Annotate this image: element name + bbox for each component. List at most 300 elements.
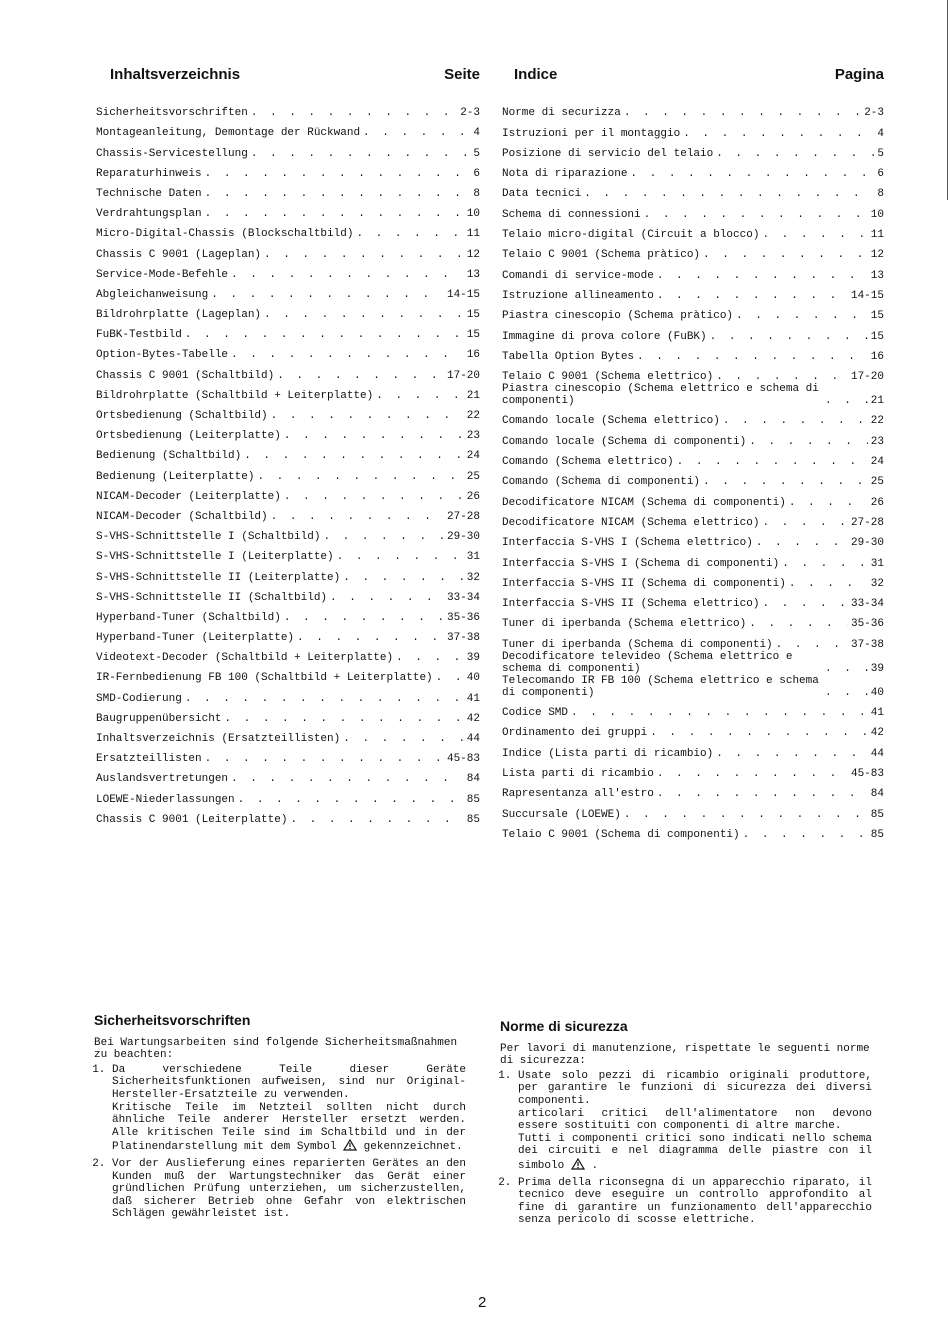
toc-italian-entry: [502, 549, 884, 569]
toc-german-entry: [96, 503, 480, 523]
toc-italian-entry-page: 6: [877, 168, 884, 181]
toc-italian-entry-title: Schema di connessioni: [502, 208, 641, 221]
toc-german-entry: [96, 563, 480, 583]
toc-german-entry: [96, 160, 480, 180]
toc-german-entry-title: Chassis-Servicestellung: [96, 147, 248, 160]
toc-italian-entry-page: 21: [870, 395, 884, 408]
toc-italian-entry-title: Comando locale (Schema di componenti): [502, 435, 747, 448]
toc-german-entry-title: S-VHS-Schnittstelle I (Leiterplatte): [96, 551, 334, 564]
toc-german-entry-title: Chassis C 9001 (Schaltbild): [96, 369, 275, 382]
toc-german-entry: [96, 240, 480, 260]
toc-italian-entry: [502, 780, 884, 800]
toc-german-header: [96, 66, 480, 83]
toc-italian-entry: [502, 739, 884, 759]
toc-italian-entry: [502, 719, 884, 739]
toc-german-entry-page: 6: [473, 167, 480, 180]
toc-italian-entry-leader: [650, 727, 868, 739]
toc-italian-entry: [502, 800, 884, 820]
toc-german-entry-leader: [185, 329, 464, 341]
toc-german-entry-title: S-VHS-Schnittstelle II (Leiterplatte): [96, 571, 341, 584]
toc-german-entry: [96, 281, 480, 301]
toc-italian-entry-title: Telecomando IR FB 100 (Schema elettrico e schema di componenti): [502, 674, 819, 699]
toc-italian-entry-leader: [657, 270, 868, 282]
toc-german-entry-page: 41: [466, 692, 480, 705]
toc-italian-entry: [502, 119, 884, 139]
toc-italian-entry-page: 14-15: [850, 289, 884, 302]
toc-italian-entry-page: 26: [870, 496, 884, 509]
toc-italian-entry-leader: [710, 331, 868, 343]
toc-german-entry-leader: [284, 430, 464, 442]
toc-italian-entry-title: Data tecnici: [502, 188, 582, 201]
toc-german-entry: [96, 261, 480, 281]
toc-italian-entry-page: 24: [870, 456, 884, 469]
toc-italian-entry-page: 37-38: [850, 638, 884, 651]
toc-german-entry-title: Verdrahtungsplan: [96, 208, 202, 221]
toc-german-entry: [96, 664, 480, 684]
toc-german-entry: [96, 99, 480, 119]
toc-german-entry-page: 44: [466, 733, 480, 745]
safety-italian-list: [500, 1070, 872, 1227]
toc-german-entry-title: NICAM-Decoder (Schaltbild): [96, 510, 268, 523]
toc-italian-entry-title: Lista parti di ricambio: [502, 767, 654, 780]
toc-german-entry: [96, 705, 480, 725]
toc-german-entry-page: 12: [466, 248, 480, 261]
toc-italian-entry: [502, 261, 884, 281]
toc-german-entry-title: SMD-Codierung: [96, 692, 182, 705]
toc-german-entry-leader: [284, 491, 464, 503]
toc-german-entry-page: 27-28: [446, 510, 480, 523]
toc-italian-entry: [502, 383, 884, 407]
toc-german-entry-page: 11: [466, 228, 480, 241]
toc-italian-entry: [502, 448, 884, 468]
toc-german-entry-leader: [264, 309, 464, 321]
toc-german-entry-leader: [231, 269, 464, 281]
toc-german-entry-leader: [363, 127, 470, 139]
toc-italian-entry-leader: [825, 395, 868, 407]
toc-italian-entry-title: Tabella Option Bytes: [502, 350, 635, 363]
toc-german-entry-title: Ortsbedienung (Leiterplatte): [96, 430, 281, 443]
toc-german-list: [96, 99, 480, 826]
toc-italian-entry: [502, 427, 884, 447]
toc-german-entry-page: 37-38: [446, 632, 480, 645]
toc-german-entry-leader: [251, 107, 457, 119]
toc-italian-entry: [502, 343, 884, 363]
toc-german-entry-page: 15: [466, 329, 480, 342]
toc-german-entry: [96, 584, 480, 604]
toc-italian-entry: [502, 160, 884, 180]
toc-italian-entry-page: 42: [870, 727, 884, 740]
toc-italian-entry-page: 84: [870, 788, 884, 801]
toc-german-entry-title: Auslandsvertretungen: [96, 773, 229, 786]
toc-german-entry-page: 17-20: [446, 369, 480, 382]
toc-italian-entry-title: Interfaccia S-VHS II (Schema di componenti): [502, 577, 786, 590]
toc-german-entry-title: LOEWE-Niederlassungen: [96, 793, 235, 806]
toc-italian-entry-page: 11: [870, 229, 884, 242]
warning-triangle-icon: [571, 1158, 585, 1170]
toc-italian-title: Indice: [514, 66, 558, 83]
warning-triangle-icon: [343, 1139, 357, 1151]
toc-german-entry-title: Montageanleitung, Demontage der Rückwand: [96, 127, 361, 140]
toc-german-entry: [96, 806, 480, 826]
toc-italian-entry-page: 16: [870, 350, 884, 363]
toc-german-entry-page: 21: [466, 389, 480, 402]
toc-italian-entry-page: 13: [870, 269, 884, 282]
toc-german-entry-title: Videotext-Decoder (Schaltbild + Leiterplatte): [96, 652, 394, 665]
toc-italian-list: [502, 99, 884, 841]
toc-italian-entry-title: Piastra cinescopio (Schema pràtico): [502, 310, 734, 323]
toc-german-entry: [96, 684, 480, 704]
toc-german-entry-leader: [251, 148, 471, 160]
toc-italian-entry-leader: [644, 209, 868, 221]
safety-italian-item-1b: articolari critici dell'alimentatore non devono essere sostituiti con componenti di altre marche.: [518, 1107, 872, 1133]
toc-german-entry-leader: [231, 773, 464, 785]
toc-italian-entry-page: 10: [870, 208, 884, 221]
toc-german-entry-page: 25: [466, 470, 480, 483]
toc-italian-entry-title: Succursale (LOEWE): [502, 808, 621, 821]
toc-german-entry-leader: [205, 208, 464, 220]
toc-italian-entry-leader: [624, 809, 868, 821]
toc-german-entry-title: Bedienung (Schaltbild): [96, 450, 242, 463]
toc-italian-entry-page: 31: [870, 557, 884, 570]
safety-german: [94, 1014, 466, 1225]
toc-german-entry-title: IR-Fernbedienung FB 100 (Schaltbild + Leiterplatte): [96, 672, 433, 685]
toc-german-entry-page: 8: [473, 187, 480, 200]
toc-italian-entry-leader: [657, 788, 868, 800]
toc-german-entry-leader: [224, 713, 463, 725]
safety-italian-item-1c: [518, 1133, 872, 1173]
toc-italian-entry-title: Telaio C 9001 (Schema di componenti): [502, 828, 740, 841]
toc-italian-entry-title: Ordinamento dei gruppi: [502, 727, 648, 740]
toc-italian-entry-title: Interfaccia S-VHS I (Schema elettrico): [502, 537, 753, 550]
toc-italian-entry-page: 23: [870, 435, 884, 448]
toc-italian-entry: [502, 200, 884, 220]
toc-italian-entry: [502, 570, 884, 590]
toc-italian-entry-leader: [716, 748, 868, 760]
toc-italian-entry-leader: [624, 107, 861, 119]
toc-german-entry: [96, 200, 480, 220]
toc-german-entry-leader: [343, 572, 464, 584]
safety-german-item-1: [112, 1064, 466, 1154]
toc-italian-entry-leader: [825, 687, 868, 699]
safety-italian-item-1c-text: Tutti i componenti critici sono indicati nello schema dei circuiti e nel diagramma delle piastre con il simbolo: [518, 1132, 872, 1172]
toc-german-entry-page: 5: [473, 147, 480, 160]
toc-italian-entry: [502, 407, 884, 427]
safety-german-intro: Bei Wartungsarbeiten sind folgende Sicherheitsmaßnahmen zu beachten:: [94, 1036, 458, 1062]
toc-italian-entry: [502, 675, 884, 699]
toc-italian-entry-leader: [637, 351, 868, 363]
toc-german-page-label: Seite: [444, 66, 480, 83]
safety-italian: [500, 1020, 872, 1231]
toc-italian-entry: [502, 610, 884, 630]
toc-german-entry-leader: [244, 450, 464, 462]
toc-german-entry-page: 2-3: [460, 107, 480, 120]
toc-german-entry-title: Option-Bytes-Tabelle: [96, 349, 229, 362]
toc-italian-entry-page: 2-3: [864, 107, 884, 120]
toc-italian-entry-leader: [789, 497, 868, 509]
toc-german-entry-leader: [205, 188, 471, 200]
toc-german-entry: [96, 139, 480, 159]
toc-italian-entry-leader: [756, 537, 848, 549]
toc-italian-entry: [502, 529, 884, 549]
toc-german-entry-page: 40: [466, 672, 480, 685]
toc-german-entry: [96, 321, 480, 341]
toc-german-entry-leader: [211, 289, 444, 301]
toc-german-entry: [96, 745, 480, 765]
toc-german-entry-page: 13: [466, 268, 480, 281]
toc-italian-entry: [502, 180, 884, 200]
toc-german-entry: [96, 765, 480, 785]
toc-german-entry: [96, 119, 480, 139]
toc-italian-entry-title: Interfaccia S-VHS II (Schema elettrico): [502, 598, 760, 611]
toc-italian-entry: [502, 302, 884, 322]
toc-italian-entry: [502, 363, 884, 383]
toc-german-entry-leader: [231, 349, 464, 361]
toc-german-entry-leader: [436, 672, 464, 684]
safety-german-item-1a: 1. Da verschiedene Teile dieser Geräte Sicherheitsfunktionen aufweisen, sind nur Original-Hersteller-Ersatzteile zu verwenden.: [112, 1063, 466, 1101]
toc-german-entry-leader: [376, 390, 464, 402]
toc-italian-entry-leader: [776, 639, 848, 651]
safety-german-list: [94, 1064, 466, 1221]
toc-italian-entry-page: 22: [870, 415, 884, 428]
safety-italian-item-2: 2. Prima della riconsegna di un apparecchio riparato, il tecnico deve eseguire un controllo approfondito al fine di garantire un funzionamento dell'apparecchio senza pericolo di scosse elettriche.: [518, 1177, 872, 1227]
toc-german-title: Inhaltsverzeichnis: [110, 66, 241, 83]
toc-italian-entry-page: 85: [870, 828, 884, 841]
toc-italian-entry-title: Telaio micro-digital (Circuit a blocco): [502, 229, 760, 242]
toc-german-entry-page: 23: [466, 430, 480, 443]
toc-german-entry-leader: [277, 370, 444, 382]
toc-italian-entry-leader: [657, 290, 848, 302]
toc-german-entry-leader: [343, 733, 464, 745]
toc-italian-entry-leader: [677, 456, 868, 468]
toc-italian-entry: [502, 140, 884, 160]
toc-german-entry: [96, 180, 480, 200]
toc-german-entry-page: 39: [466, 652, 480, 665]
toc-italian-entry-title: Posizione di servicio del telaio: [502, 147, 714, 160]
toc-german-entry-leader: [264, 249, 464, 261]
toc-german-entry-title: S-VHS-Schnittstelle I (Schaltbild): [96, 531, 321, 544]
toc-italian-entry-leader: [683, 128, 874, 140]
safety-german-item-2: 2. Vor der Auslieferung eines reparierten Gerätes an den Kunden muß der Wartungstechniker das Gerät einer gründlichen Prüfung unterziehen, um sicherzustellen, daß sicherer Betrieb ohne Gefahr von elektrischen Schlägen gewährleistet ist.: [112, 1158, 466, 1221]
safety-german-title: Sicherheitsvorschriften: [94, 1012, 251, 1028]
toc-italian-entry-leader: [762, 598, 848, 610]
toc-german-entry: [96, 725, 480, 745]
toc-italian-entry: [502, 630, 884, 650]
toc-italian-entry-page: 44: [870, 747, 884, 760]
toc-german-entry-page: 42: [466, 712, 480, 725]
toc-italian-entry-title: Tuner di iperbanda (Schema di componenti): [502, 638, 773, 651]
toc-italian-entry-page: 15: [870, 330, 884, 343]
toc-german-entry: [96, 624, 480, 644]
toc-german-entry-title: Bedienung (Leiterplatte): [96, 470, 255, 483]
toc-italian-entry-page: 32: [870, 577, 884, 590]
toc-italian-entry-page: 12: [870, 249, 884, 262]
toc-italian-entry-leader: [571, 707, 868, 719]
toc-italian-entry-title: Decodificatore NICAM (Schema elettrico): [502, 516, 760, 529]
toc-german-entry: [96, 483, 480, 503]
toc-german-entry-title: Reparaturhinweis: [96, 167, 202, 180]
toc-italian-entry-title: Decodificatore NICAM (Schema di componenti): [502, 496, 786, 509]
toc-italian-entry-leader: [716, 148, 874, 160]
toc-german-entry-leader: [323, 531, 444, 543]
toc-german-entry-page: 4: [473, 127, 480, 140]
toc-german-entry-leader: [257, 471, 463, 483]
page-number: 2: [478, 1294, 487, 1311]
toc-italian-entry-page: 45-83: [850, 767, 884, 780]
toc-german-entry-title: Inhaltsverzeichnis (Ersatzteillisten): [96, 733, 341, 745]
toc-german-entry-leader: [271, 511, 444, 523]
toc-german-entry-page: 29-30: [446, 531, 480, 544]
toc-german-entry-page: 24: [466, 450, 480, 463]
toc-german-entry-leader: [290, 814, 463, 826]
toc-italian-entry-leader: [630, 168, 874, 180]
toc-german-entry-leader: [271, 410, 464, 422]
toc-german-entry-leader: [297, 632, 444, 644]
toc-german-entry-title: Hyperband-Tuner (Leiterplatte): [96, 632, 295, 645]
toc-german-entry-leader: [337, 551, 464, 563]
toc-german-entry-title: Abgleichanweisung: [96, 288, 209, 301]
toc-german-entry-page: 35-36: [446, 611, 480, 624]
toc-german-entry-title: FuBK-Testbild: [96, 329, 182, 342]
toc-german-entry: [96, 220, 480, 240]
toc-german-entry-page: 85: [466, 813, 480, 826]
toc-italian-entry-leader: [723, 415, 868, 427]
toc-italian-entry: [502, 590, 884, 610]
toc-italian-entry-leader: [762, 229, 867, 241]
toc-italian-entry-title: Immagine di prova colore (FuBK): [502, 330, 707, 343]
toc-italian-entry: [502, 760, 884, 780]
toc-italian-entry-page: 8: [877, 188, 884, 201]
toc-german-entry-title: Ersatzteillisten: [96, 753, 202, 766]
toc-german-entry-leader: [330, 592, 444, 604]
toc-italian-entry: [502, 221, 884, 241]
toc-italian-entry-leader: [782, 558, 868, 570]
toc-german-entry-page: 85: [466, 793, 480, 806]
safety-italian-title: Norme di sicurezza: [500, 1018, 628, 1034]
toc-italian-page-label: Pagina: [834, 66, 884, 83]
toc-german-entry-page: 45-83: [446, 753, 480, 766]
toc-italian-entry: [502, 241, 884, 261]
toc-italian-entry: [502, 99, 884, 119]
toc-german-entry-title: Hyperband-Tuner (Schaltbild): [96, 611, 281, 624]
toc-german-entry-page: 32: [466, 571, 480, 584]
toc-german-entry: [96, 543, 480, 563]
toc-german-entry: [96, 785, 480, 805]
toc-italian-entry-title: Comando (Schema elettrico): [502, 456, 674, 469]
toc-italian-entry-leader: [657, 768, 848, 780]
toc-italian-entry-title: Nota di riparazione: [502, 168, 628, 181]
toc-italian-entry-page: 4: [877, 127, 884, 140]
safety-italian-intro: Per lavori di manutenzione, rispettate le seguenti norme di sicurezza:: [500, 1042, 870, 1068]
toc-italian-entry-page: 29-30: [850, 537, 884, 550]
toc-german-entry-page: 15: [466, 309, 480, 322]
toc-german-entry-leader: [284, 612, 444, 624]
safety-italian-item-1a: 1. Usate solo pezzi di ricambio originali produttore, per garantire le funzioni di sicurezza dei diversi componenti.: [518, 1069, 872, 1107]
toc-italian-entry-leader: [825, 663, 868, 675]
toc-german-entry-page: 16: [466, 349, 480, 362]
toc-italian-entry: [502, 821, 884, 841]
toc-italian-entry-leader: [743, 829, 868, 841]
safety-italian-item-1: [518, 1070, 872, 1173]
toc-german-entry-title: Technische Daten: [96, 187, 202, 200]
toc-german-entry-page: 31: [466, 551, 480, 564]
toc-italian-entry-leader: [703, 249, 868, 261]
toc-german-entry-leader: [238, 794, 464, 806]
toc-italian-entry-leader: [749, 618, 848, 630]
toc-german-entry-page: 10: [466, 208, 480, 221]
toc-german-entry-page: 26: [466, 490, 480, 503]
toc-german-entry-title: S-VHS-Schnittstelle II (Schaltbild): [96, 591, 328, 604]
toc-italian-entry-title: Telaio C 9001 (Schema elettrico): [502, 371, 714, 384]
toc-italian-entry: [502, 509, 884, 529]
toc-italian-entry-leader: [703, 476, 868, 488]
toc-german-entry-title: NICAM-Decoder (Leiterplatte): [96, 490, 281, 503]
toc-german-entry-title: Bildrohrplatte (Schaltbild + Leiterplatte): [96, 389, 374, 402]
toc-italian-entry-page: 85: [870, 808, 884, 821]
toc-italian-entry-title: Comandi di service-mode: [502, 269, 654, 282]
toc-german-entry-title: Chassis C 9001 (Lageplan): [96, 248, 262, 261]
toc-italian-entry-page: 40: [870, 686, 884, 699]
toc-italian-entry-title: Comando (Schema di componenti): [502, 476, 701, 489]
toc-italian-entry-title: Istruzione allineamento: [502, 289, 654, 302]
toc-german: [96, 66, 480, 826]
toc-german-entry-leader: [185, 693, 464, 705]
toc-italian-entry-leader: [584, 188, 874, 200]
toc-italian-entry-title: Norme di securizza: [502, 107, 621, 120]
toc-german-entry-page: 84: [466, 773, 480, 786]
toc-italian-entry-leader: [736, 310, 868, 322]
toc-german-entry: [96, 402, 480, 422]
toc-german-entry-page: 14-15: [446, 288, 480, 301]
toc-italian-entry-title: Istruzioni per il montaggio: [502, 127, 681, 140]
toc-italian-entry-title: Rapresentanza all'estro: [502, 788, 654, 801]
toc-german-entry-leader: [356, 228, 463, 240]
toc-german-entry-page: 22: [466, 410, 480, 422]
toc-german-entry-title: Chassis C 9001 (Leiterplatte): [96, 813, 288, 826]
toc-italian-entry-page: 33-34: [850, 598, 884, 611]
toc-italian-entry-page: 39: [870, 662, 884, 675]
toc-german-entry-title: Micro-Digital-Chassis (Blockschaltbild): [96, 228, 354, 241]
scan-edge-line: [947, 0, 948, 200]
toc-italian-entry: [502, 468, 884, 488]
toc-german-entry: [96, 462, 480, 482]
safety-italian-item-1c-end: .: [591, 1159, 599, 1172]
toc-german-entry-title: Service-Mode-Befehle: [96, 268, 229, 281]
toc-italian-entry: [502, 651, 884, 675]
toc-italian-entry-page: 17-20: [850, 371, 884, 384]
toc-italian-entry-title: Codice SMD: [502, 707, 569, 720]
safety-german-item-1b-end: gekennzeichnet.: [363, 1141, 463, 1154]
toc-italian-entry-title: Indice (Lista parti di ricambio): [502, 747, 714, 760]
toc-italian-entry-title: Decodificatore televideo (Schema elettrico e schema di componenti): [502, 650, 793, 675]
toc-italian-entry: [502, 699, 884, 719]
toc-italian-entry-page: 25: [870, 476, 884, 489]
toc-german-entry: [96, 442, 480, 462]
toc-german-entry-title: Sicherheitsvorschriften: [96, 107, 248, 120]
toc-german-entry: [96, 301, 480, 321]
toc-german-entry: [96, 523, 480, 543]
toc-italian-entry-page: 15: [870, 310, 884, 323]
toc-italian-entry-title: Telaio C 9001 (Schema pràtico): [502, 249, 701, 262]
toc-italian-entry-leader: [716, 371, 848, 383]
toc-german-entry-leader: [396, 652, 464, 664]
toc-italian-entry: [502, 282, 884, 302]
safety-german-item-1b-text: Kritische Teile im Netzteil sollten nicht durch ähnliche Teile anderer Hersteller ersetzt werden. Alle kritischen Teile sind im Schaltbild und in der Platinendarstellung mit dem Symbol: [112, 1101, 466, 1154]
toc-german-entry: [96, 382, 480, 402]
safety-german-item-1b: [112, 1102, 466, 1154]
toc-german-entry-leader: [205, 753, 444, 765]
toc-german-entry-title: Baugruppenübersicht: [96, 712, 222, 725]
toc-german-entry: [96, 361, 480, 381]
